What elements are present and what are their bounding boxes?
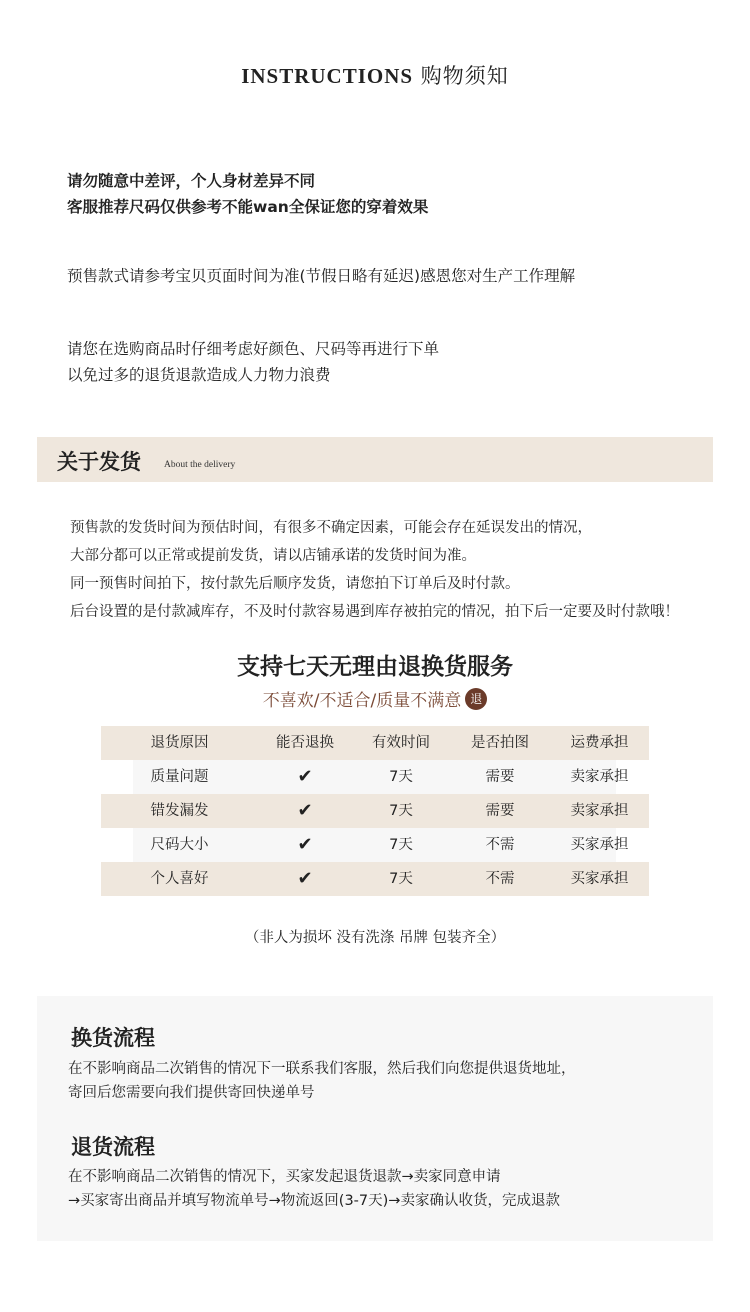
page-title xyxy=(0,60,750,90)
table-cell: 7天 xyxy=(389,837,413,853)
table-header-row xyxy=(101,726,649,760)
delivery-line: 大部分都可以正常或提前发货，请以店铺承诺的发货时间为准。 xyxy=(70,548,476,564)
refund-heading: 退货流程 xyxy=(71,1135,155,1159)
notice-line: 客服推荐尺码仅供参考不能wan全保证您的穿着效果 xyxy=(67,198,429,216)
checkmark-icon: ✔ xyxy=(297,800,313,821)
return-conditions-note: （非人为损坏 没有洗涤 吊牌 包装齐全） xyxy=(244,930,506,946)
exchange-heading: 换货流程 xyxy=(71,1026,155,1050)
delivery-line: 后台设置的是付款减库存，不及时付款容易遇到库存被拍完的情况，拍下后一定要及时付款哦！ xyxy=(70,604,679,620)
process-panel xyxy=(37,996,713,1241)
page-title-cn: 购物须知 xyxy=(420,64,509,88)
notice-block-2 xyxy=(67,263,575,289)
table-row xyxy=(101,828,649,862)
return-badge-icon: 退 xyxy=(465,688,487,710)
delivery-line: 同一预售时间拍下，按付款先后顺序发货，请您拍下订单后及时付款。 xyxy=(70,576,520,592)
service-title: 支持七天无理由退换货服务 xyxy=(237,653,513,680)
table-cell: 7天 xyxy=(389,769,413,785)
notice-line: 请勿随意中差评，个人身材差异不同 xyxy=(67,172,316,190)
table-header-cell: 有效时间 xyxy=(372,735,430,751)
notice-block-3 xyxy=(67,336,439,388)
table-header-cell: 运费承担 xyxy=(570,735,629,751)
table-cell: 需要 xyxy=(485,769,515,785)
notice-line: 预售款式请参考宝贝页面时间为准(节假日略有延迟)感恩您对生产工作理解 xyxy=(67,267,576,285)
delivery-heading-band xyxy=(37,437,713,482)
table-header-cell: 退货原因 xyxy=(150,735,209,751)
service-subtitle-text: 不喜欢/不适合/质量不满意 xyxy=(262,691,462,711)
table-row xyxy=(101,794,649,828)
table-row xyxy=(101,862,649,896)
exchange-line: 寄回后您需要向我们提供寄回快递单号 xyxy=(68,1085,315,1101)
table-cell: 卖家承担 xyxy=(570,769,629,785)
table-cell: 尺码大小 xyxy=(150,837,209,853)
checkmark-icon: ✔ xyxy=(297,868,313,889)
table-row xyxy=(101,760,649,794)
notice-line: 请您在选购商品时仔细考虑好颜色、尺码等再进行下单 xyxy=(67,340,440,358)
checkmark-icon: ✔ xyxy=(297,834,313,855)
delivery-line: 预售款的发货时间为预估时间，有很多不确定因素，可能会存在延误发出的情况， xyxy=(70,520,592,536)
checkmark-icon: ✔ xyxy=(297,766,313,787)
table-cell: 错发漏发 xyxy=(150,803,209,819)
table-cell: 需要 xyxy=(485,803,515,819)
table-cell: 不需 xyxy=(485,871,515,887)
delivery-heading-en: About the delivery xyxy=(164,460,236,470)
page-title-en: INSTRUCTIONS xyxy=(241,64,414,88)
exchange-text xyxy=(68,1057,576,1105)
table-cell: 卖家承担 xyxy=(570,803,629,819)
table-cell: 7天 xyxy=(389,871,413,887)
table-header-cell: 是否拍图 xyxy=(471,735,529,751)
exchange-line: 在不影响商品二次销售的情况下一联系我们客服，然后我们向您提供退货地址， xyxy=(68,1061,576,1077)
delivery-text xyxy=(70,514,679,626)
table-cell: 个人喜好 xyxy=(150,871,209,887)
table-header-cell: 能否退换 xyxy=(276,735,334,751)
table-cell: 买家承担 xyxy=(570,871,629,887)
notice-line: 以免过多的退货退款造成人力物力浪费 xyxy=(67,366,331,384)
table-cell: 7天 xyxy=(389,803,413,819)
service-subtitle xyxy=(0,686,750,712)
refund-text xyxy=(68,1165,560,1213)
notice-block-1 xyxy=(67,168,428,220)
table-cell: 质量问题 xyxy=(150,769,209,785)
refund-line: 在不影响商品二次销售的情况下，买家发起退货退款→卖家同意申请 xyxy=(68,1169,501,1185)
return-policy-table xyxy=(101,726,649,896)
table-cell: 不需 xyxy=(485,837,515,853)
table-cell: 买家承担 xyxy=(570,837,629,853)
delivery-heading: 关于发货 xyxy=(57,450,141,474)
refund-line: →买家寄出商品并填写物流单号→物流返回(3-7天)→卖家确认收货，完成退款 xyxy=(68,1193,560,1209)
